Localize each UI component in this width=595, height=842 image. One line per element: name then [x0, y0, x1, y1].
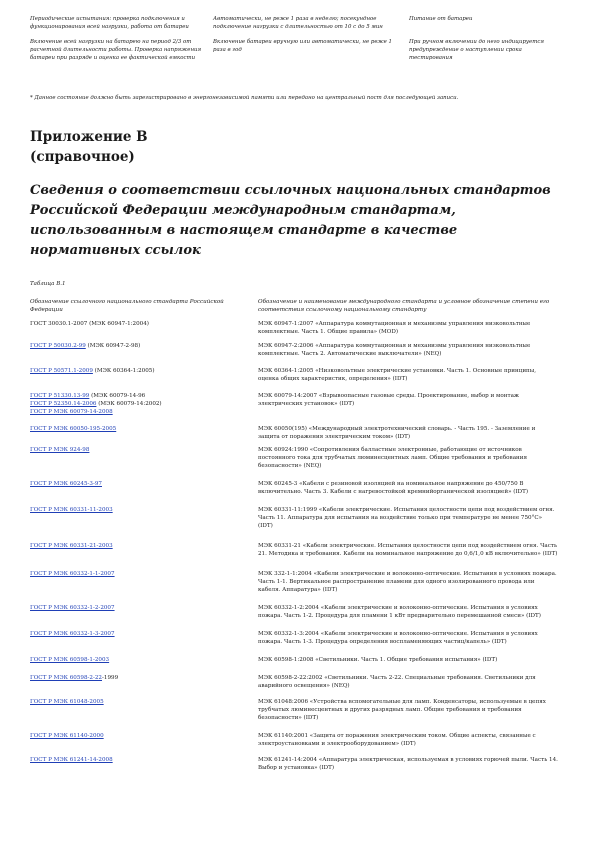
standard-link[interactable]: ГОСТ Р МЭК 924-98	[30, 447, 90, 453]
standard-link[interactable]: ГОСТ Р 50571.1-2009	[30, 368, 93, 374]
standard-ref-cell	[30, 367, 258, 383]
table-row	[30, 506, 570, 530]
standard-link[interactable]: ГОСТ Р МЭК 60331-21-2003	[30, 543, 113, 549]
table-row	[30, 38, 570, 62]
standard-ref-text: -1999	[102, 675, 119, 681]
standard-link[interactable]: ГОСТ Р МЭК 60332-1-1-2007	[30, 571, 115, 577]
table-cell: Автоматически, не реже 1 раза в неделю; посекундное подключение нагрузки с длительностью от 10 с до 5 мин	[213, 16, 383, 30]
international-standard-cell: МЭК 60598-2-22:2002 «Светильники. Часть 2-22. Специальные требования. Светильники для аварийного освещения» (NEQ)	[258, 675, 536, 689]
standard-link[interactable]: ГОСТ Р МЭК 60598-1-2003	[30, 657, 110, 663]
table-row	[30, 604, 570, 620]
standard-ref-cell	[30, 656, 258, 664]
table-row	[30, 392, 570, 416]
standard-ref-cell	[30, 425, 258, 441]
standard-ref	[30, 570, 248, 578]
standard-ref	[30, 446, 248, 454]
standard-link[interactable]: ГОСТ Р 52350.14-2006	[30, 401, 97, 407]
international-standard-cell: МЭК 60947-2:2006 «Аппаратура коммутационная и механизмы управления низковольтные комплектные. Часть 2. Автоматические выключатели» (NEQ)	[258, 343, 531, 357]
international-standard-cell: МЭК 60331-21 «Кабели электрические. Испытания целостности цепи под воздействием огня. Часть 21. Методика и требования. Кабели на номинальное напряжение до 0,6/1,0 кВ включительно» (IDT)	[258, 543, 558, 557]
international-standard-cell: МЭК 60331-11:1999 «Кабели электрические. Испытания целостности цепи под воздействием огня. Часть 11. Аппаратура для испытания на воздействие только при температуре не менее 750°С» (IDT)	[258, 507, 555, 529]
international-standard-cell: МЭК 60364-1:2005 «Низковольтные электрические установки. Часть 1. Основные принципы, оценка общих характеристик, определения» (IDT)	[258, 368, 537, 382]
table-row	[30, 698, 570, 722]
standard-ref-cell	[30, 506, 258, 530]
standard-ref-text: (МЭК 60079-14:2002)	[96, 401, 162, 407]
international-standard-cell: МЭК 60598-1:2008 «Светильники. Часть 1. Общие требования испытания» (IDT)	[258, 657, 498, 663]
annex-title: Приложение В	[30, 129, 148, 145]
standard-ref-cell	[30, 392, 258, 416]
standard-ref-text: (МЭК 60364-1:2005)	[92, 368, 155, 374]
standard-ref	[30, 506, 248, 514]
table-row	[30, 446, 570, 470]
header-cell: Обозначение и наименование международного стандарта и условное обозначение степени его соответствия ссылочному национальному стандарту	[258, 299, 550, 313]
table-row	[30, 425, 570, 441]
standard-link[interactable]: ГОСТ Р МЭК 60332-1-3-2007	[30, 631, 115, 637]
standard-ref-cell	[30, 630, 258, 646]
standard-ref-text: (МЭК 60079-14-96	[89, 393, 146, 399]
international-standard-cell: МЭК 60245-3 «Кабели с резиновой изоляцией на номинальное напряжение до 450/750 В включительно. Часть 3. Кабели с нагревостойкой кремнийорганической изоляцией» (IDT)	[258, 481, 529, 495]
standard-ref-cell	[30, 320, 258, 336]
standard-link[interactable]: ГОСТ Р МЭК 60598-2-22	[30, 675, 102, 681]
standard-ref-cell	[30, 480, 258, 496]
international-standard-cell: МЭК 60332-1-3:2004 «Кабели электрические и волоконно-оптические. Испытания в условиях пожара. Часть 1-3. Процедура определения воспламеняющих частиц/капель» (IDT)	[258, 631, 538, 645]
table-row	[30, 656, 570, 664]
table-row	[30, 15, 570, 31]
standard-ref-cell	[30, 570, 258, 594]
standard-ref	[30, 480, 248, 488]
international-standard-cell: МЭК 60924:1990 «Сопротивления балластные электронные, работающие от источников постоянного тока для трубчатых люминесцентных ламп. Общие требования и требования безопасности» (NEQ)	[258, 447, 528, 469]
standard-ref-cell	[30, 342, 258, 358]
table-row	[30, 480, 570, 496]
table-row	[30, 732, 570, 748]
table-row	[30, 367, 570, 383]
table-header	[30, 298, 570, 314]
standard-ref	[30, 342, 248, 350]
standard-ref-text: ГОСТ 30030.1-2007 (МЭК 60947-1:2004)	[30, 321, 149, 327]
standard-ref	[30, 698, 248, 706]
standard-ref	[30, 367, 248, 375]
table-cell: Питание от батареи	[409, 16, 473, 22]
standard-ref-cell	[30, 732, 258, 748]
annex-subtitle: (справочное)	[30, 149, 135, 165]
table-cell: Периодические испытания: проверка подключения и функционирования всей нагрузки, работа от батареи	[30, 16, 189, 30]
standard-ref-text: (МЭК 60947-2-98)	[85, 343, 141, 349]
footnote: * Данное состояние должно быть зарегистрировано в энергонезависимой памяти или передано на центральный пост для последующей записи.	[30, 95, 459, 101]
standard-link[interactable]: ГОСТ Р МЭК 60050-195-2005	[30, 426, 117, 432]
table-row	[30, 320, 570, 336]
standard-link[interactable]: ГОСТ Р МЭК 61140-2000	[30, 733, 104, 739]
table-row	[30, 756, 570, 772]
table-row	[30, 674, 570, 690]
international-standard-cell: МЭК 332-1-1:2004 «Кабели электрические и волоконно-оптические. Испытания в условиях пожара. Часть 1-1. Вертикальное распространение пламени для одного изолированного провода или кабеля. Аппаратура» (IDT)	[258, 571, 557, 593]
standard-ref-cell	[30, 446, 258, 470]
standard-ref	[30, 400, 248, 408]
table-body	[30, 320, 570, 772]
standard-link[interactable]: ГОСТ Р МЭК 61048-2005	[30, 699, 104, 705]
standard-ref	[30, 542, 248, 550]
table-cell: При ручном включении до него индицируется предупреждение о наступлении срока тестирования	[409, 39, 544, 61]
standard-link[interactable]: ГОСТ Р МЭК 60331-11-2003	[30, 507, 113, 513]
standard-ref	[30, 756, 248, 764]
international-standard-cell: МЭК 60050(195) «Международный электротехнический словарь. - Часть 195. - Заземление и защита от поражения электрическим током» (IDT)	[258, 426, 536, 440]
standard-ref	[30, 425, 248, 433]
standard-link[interactable]: ГОСТ Р 50030.2-99	[30, 343, 86, 349]
standard-link[interactable]: ГОСТ Р МЭК 61241-14-2008	[30, 757, 113, 763]
table-cell: Включение батареи вручную или автоматически, не реже 1 раза в год	[213, 39, 392, 53]
standard-ref	[30, 732, 248, 740]
table-row	[30, 342, 570, 358]
standard-ref	[30, 604, 248, 612]
international-standard-cell: МЭК 60079-14:2007 «Взрывоопасные газовые среды. Проектирование, выбор и монтаж электрических установок» (IDT)	[258, 393, 520, 407]
table-row	[30, 542, 570, 558]
standard-ref-cell	[30, 604, 258, 620]
table-cell: Включение всей нагрузки на батарею на период 2/3 от расчетной длительности работы. Проверка напряжения батареи при разряде и оценка ее фактической емкости	[30, 39, 202, 61]
international-standard-cell: МЭК 60332-1-2:2004 «Кабели электрические и волоконно-оптические. Испытания в условиях пожара. Часть 1-2. Процедура для пламени 1 кВт предварительно перемешанной смеси» (IDT)	[258, 605, 541, 619]
standard-ref-cell	[30, 756, 258, 772]
standard-ref-cell	[30, 698, 258, 722]
table-caption: Таблица В.1	[30, 281, 66, 287]
standard-ref	[30, 392, 248, 400]
standard-ref	[30, 630, 248, 638]
references-table	[30, 298, 570, 782]
standard-ref	[30, 320, 248, 328]
standard-link[interactable]: ГОСТ Р МЭК 60245-3-97	[30, 481, 102, 487]
international-standard-cell: МЭК 61140:2001 «Защита от поражения электрическим током. Общие аспекты, связанные с электроустановками и электрооборудованием» (IDT)	[258, 733, 536, 747]
international-standard-cell: МЭК 60947-1:2007 «Аппаратура коммутационная и механизмы управления низковольтные комплектные. Часть 1. Общие правила» (MOD)	[258, 321, 531, 335]
standard-link[interactable]: ГОСТ Р МЭК 60332-1-2-2007	[30, 605, 115, 611]
standard-link[interactable]: ГОСТ Р МЭК 60079-14-2008	[30, 409, 113, 415]
standard-ref	[30, 408, 248, 416]
standard-ref-cell	[30, 674, 258, 690]
table-row	[30, 630, 570, 646]
standard-ref-cell	[30, 542, 258, 558]
header-cell: Обозначение ссылочного национального стандарта Российской Федерации	[30, 299, 224, 313]
annex-heading: Сведения о соответствии ссылочных национальных стандартов Российской Федерации международным стандартам, использованным в настоящем стандарте в качестве нормативных ссылок	[30, 183, 551, 258]
standard-link[interactable]: ГОСТ Р 51330.13-99	[30, 393, 90, 399]
international-standard-cell: МЭК 61241-14:2004 «Аппаратура электрическая, используемая в условиях горючей пыли. Часть 14. Выбор и установка» (IDT)	[258, 757, 558, 771]
table-row	[30, 570, 570, 594]
standard-ref	[30, 674, 248, 682]
standard-ref	[30, 656, 248, 664]
international-standard-cell: МЭК 61048:2006 «Устройства вспомогательные для ламп. Конденсаторы, используемые в цепях трубчатых люминесцентных и других разрядных ламп. Общие требования и требования безопасности» (IDT)	[258, 699, 546, 721]
continuation-table	[30, 15, 570, 69]
